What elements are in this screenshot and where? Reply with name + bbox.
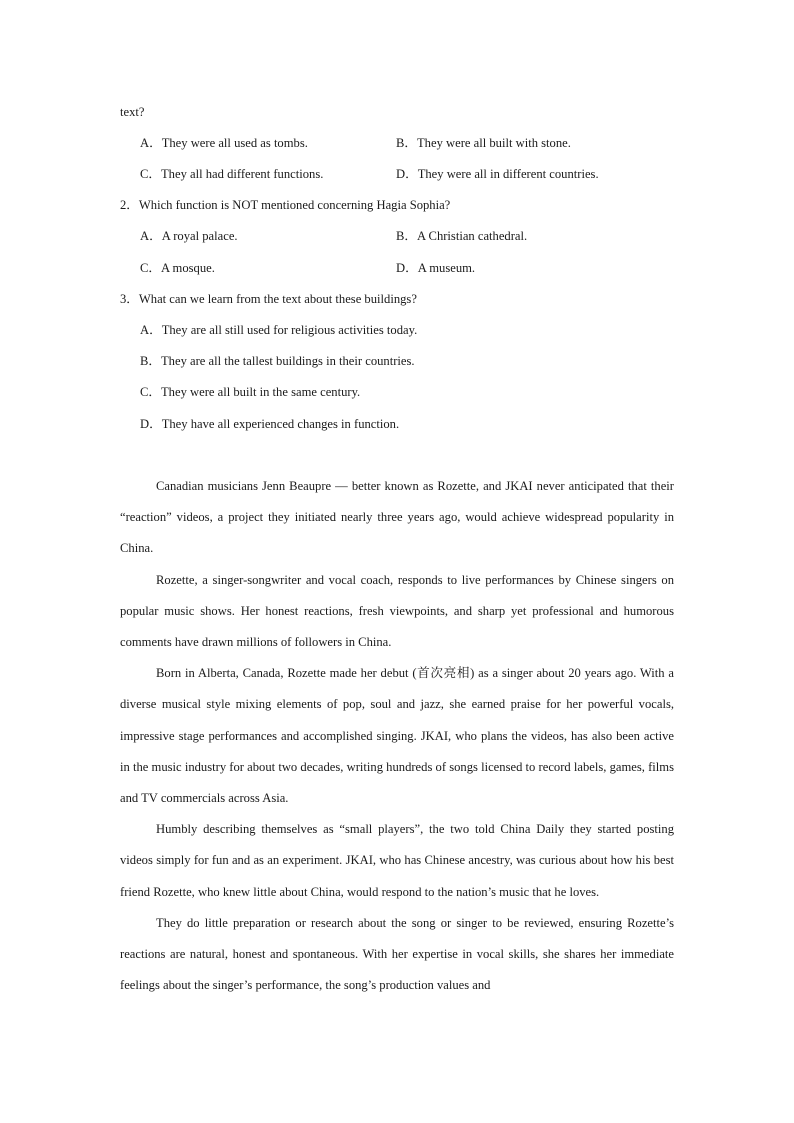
question-2-option-b: B．A Christian cathedral. xyxy=(396,229,528,243)
passage-paragraph: They do little preparation or research about the song or singer to be reviewed, ensuring Rozette’s reactions are natural, honest and spontaneous. With her expertise in vocal skills, she shares her immediate feelings about the singer’s performance, the song’s production values and xyxy=(120,915,674,993)
question-3-option-c: C．They were all built in the same century. xyxy=(140,385,361,399)
question-1-option-b: B．They were all built with stone. xyxy=(396,136,571,150)
question-1-option-a: A．They were all used as tombs. xyxy=(140,136,308,150)
question-3-stem: 3．What can we learn from the text about these buildings? xyxy=(120,292,417,306)
question-1-option-c: C．They all had different functions. xyxy=(140,167,324,181)
question-1-option-d: D．They were all in different countries. xyxy=(396,167,599,181)
question-3-option-d: D．They have all experienced changes in function. xyxy=(140,417,400,431)
passage-paragraph: Rozette, a singer-songwriter and vocal coach, responds to live performances by Chinese singers on popular music shows. Her honest reactions, fresh viewpoints, and sharp yet professional and humorous comments have drawn millions of followers in China. xyxy=(120,572,674,650)
question-2-option-a: A．A royal palace. xyxy=(140,229,238,243)
reading-passage xyxy=(120,471,674,1001)
question-1-stem-tail: text? xyxy=(120,105,145,119)
question-2-stem: 2．Which function is NOT mentioned concerning Hagia Sophia? xyxy=(120,198,451,212)
passage-paragraph: Born in Alberta, Canada, Rozette made her debut (首次亮相) as a singer about 20 years ago. With a diverse musical style mixing elements of pop, soul and jazz, she earned praise for her powerful vocals, impressive stage performances and accomplished singing. JKAI, who plans the videos, has also been active in the music industry for about two decades, writing hundreds of songs licensed to record labels, games, films and TV commercials across Asia. xyxy=(120,666,674,806)
question-2-option-d: D．A museum. xyxy=(396,261,476,275)
question-3-option-b: B．They are all the tallest buildings in their countries. xyxy=(140,354,415,368)
passage-paragraph: Canadian musicians Jenn Beaupre — better known as Rozette, and JKAI never anticipated that their “reaction” videos, a project they initiated nearly three years ago, would achieve widespread popularity in China. xyxy=(120,479,674,556)
question-3-option-a: A．They are all still used for religious activities today. xyxy=(140,323,418,337)
question-2-option-c: C．A mosque. xyxy=(140,261,215,275)
passage-paragraph: Humbly describing themselves as “small players”, the two told China Daily they started posting videos simply for fun and as an experiment. JKAI, who has Chinese ancestry, was curious about how his best friend Rozette, who knew little about China, would respond to the nation’s music that he loves. xyxy=(120,822,674,899)
